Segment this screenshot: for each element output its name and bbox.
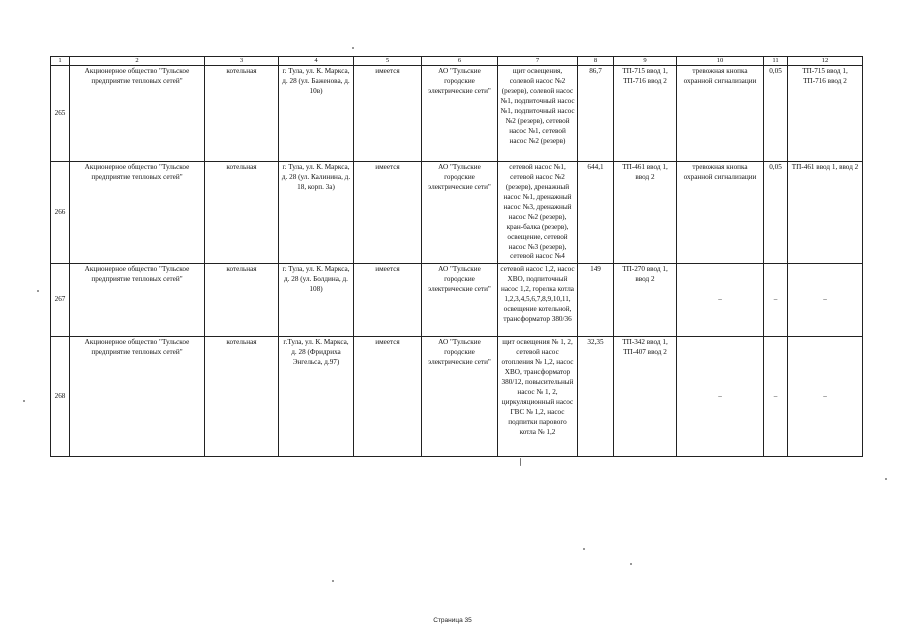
page-number: Страница 35 [433, 617, 472, 624]
alarm-feed-cell: – [788, 337, 863, 457]
power-cell: 644,1 [578, 162, 614, 264]
alarm-power-cell: – [764, 337, 788, 457]
equipment-cell: щит освещения № 1, 2, сетевой насос отопления № 1,2, насос ХВО, трансформатор 380/12, повысительный насос № 1, 2, циркуляционный насос ГВС № 1,2, насос подпитки парового котла № 1,2 [498, 337, 578, 457]
address-cell: г. Тула, ул. К. Маркса, д. 28 (ул. Болдина, д. 108) [279, 264, 354, 337]
column-number: 7 [498, 57, 578, 66]
table-row [51, 66, 863, 162]
alarm-cell: – [677, 264, 764, 337]
organization-cell: Акционерное общество "Тульское предприятие тепловых сетей" [70, 264, 205, 337]
alarm-power-cell: 0,05 [764, 66, 788, 162]
scan-speck [630, 563, 632, 565]
equipment-cell: сетевой насос 1,2, насос ХВО, подпиточный насос 1,2, горелка котла 1,2,3,4,5,6,7,8,9,10,11, освещение котельной, трансформатор 380/36 [498, 264, 578, 337]
column-number-row [51, 57, 863, 66]
scan-speck [37, 290, 39, 292]
status-cell: имеется [354, 264, 422, 337]
row-number: 265 [51, 66, 70, 162]
equipment-cell: сетевой насос №1, сетевой насос №2 (резерв), дренажный насос №1, дренажный насос №3, дренажный насос №2 (резерв), кран-балка (резерв), освещение, сетевой насос №3 (резерв), сетевой насос №4 [498, 162, 578, 264]
row-number: 267 [51, 264, 70, 337]
status-cell: имеется [354, 66, 422, 162]
feed-cell: ТП-461 ввод 1, ввод 2 [614, 162, 677, 264]
feed-cell: ТП-342 ввод 1, ТП-407 ввод 2 [614, 337, 677, 457]
equipment-cell: щит освещения, солевой насос №2 (резерв), солевой насос №1, подпиточный насос №1, подпиточный насос №2 (резерв), сетевой насос №1, сетевой насос №2 (резерв) [498, 66, 578, 162]
address-cell: г. Тула, ул. К. Маркса, д. 28 (ул. Баженова, д. 10в) [279, 66, 354, 162]
power-cell: 32,35 [578, 337, 614, 457]
feed-cell: ТП-715 ввод 1, ТП-716 ввод 2 [614, 66, 677, 162]
column-number: 5 [354, 57, 422, 66]
alarm-cell: тревожная кнопка охранной сигнализации [677, 162, 764, 264]
column-number: 2 [70, 57, 205, 66]
table-row [51, 337, 863, 457]
alarm-power-cell: 0,05 [764, 162, 788, 264]
supplier-cell: АО "Тульские городские электрические сети" [422, 66, 498, 162]
supplier-cell: АО "Тульские городские электрические сети" [422, 162, 498, 264]
alarm-power-cell: – [764, 264, 788, 337]
table-row [51, 162, 863, 264]
organization-cell: Акционерное общество "Тульское предприятие тепловых сетей" [70, 66, 205, 162]
alarm-cell: – [677, 337, 764, 457]
column-number: 12 [788, 57, 863, 66]
column-number: 3 [205, 57, 279, 66]
scan-speck [520, 458, 521, 466]
alarm-cell: тревожная кнопка охранной сигнализации [677, 66, 764, 162]
equipment-table [50, 56, 863, 457]
column-number: 10 [677, 57, 764, 66]
column-number: 9 [614, 57, 677, 66]
scan-speck [352, 47, 354, 49]
column-number: 4 [279, 57, 354, 66]
column-number: 1 [51, 57, 70, 66]
facility-type-cell: котельная [205, 337, 279, 457]
alarm-feed-cell: ТП-461 ввод 1, ввод 2 [788, 162, 863, 264]
scan-speck [23, 400, 25, 402]
row-number: 266 [51, 162, 70, 264]
address-cell: г. Тула, ул. К. Маркса, д. 28 (ул. Калинина, д. 18, корп. 3а) [279, 162, 354, 264]
scan-speck [332, 580, 334, 582]
column-number: 8 [578, 57, 614, 66]
facility-type-cell: котельная [205, 162, 279, 264]
column-number: 6 [422, 57, 498, 66]
scan-speck [583, 548, 585, 550]
feed-cell: ТП-270 ввод 1, ввод 2 [614, 264, 677, 337]
alarm-feed-cell: ТП-715 ввод 1, ТП-716 ввод 2 [788, 66, 863, 162]
column-number: 11 [764, 57, 788, 66]
address-cell: г.Тула, ул. К. Маркса, д. 28 (Фридриха Энгельса, д.97) [279, 337, 354, 457]
power-cell: 149 [578, 264, 614, 337]
facility-type-cell: котельная [205, 264, 279, 337]
status-cell: имеется [354, 162, 422, 264]
alarm-feed-cell: – [788, 264, 863, 337]
organization-cell: Акционерное общество "Тульское предприятие тепловых сетей" [70, 162, 205, 264]
power-cell: 86,7 [578, 66, 614, 162]
scan-speck [885, 478, 887, 480]
row-number: 268 [51, 337, 70, 457]
supplier-cell: АО "Тульские городские электрические сети" [422, 264, 498, 337]
table-row [51, 264, 863, 337]
status-cell: имеется [354, 337, 422, 457]
organization-cell: Акционерное общество "Тульское предприятие тепловых сетей" [70, 337, 205, 457]
facility-type-cell: котельная [205, 66, 279, 162]
supplier-cell: АО "Тульские городские электрические сети" [422, 337, 498, 457]
